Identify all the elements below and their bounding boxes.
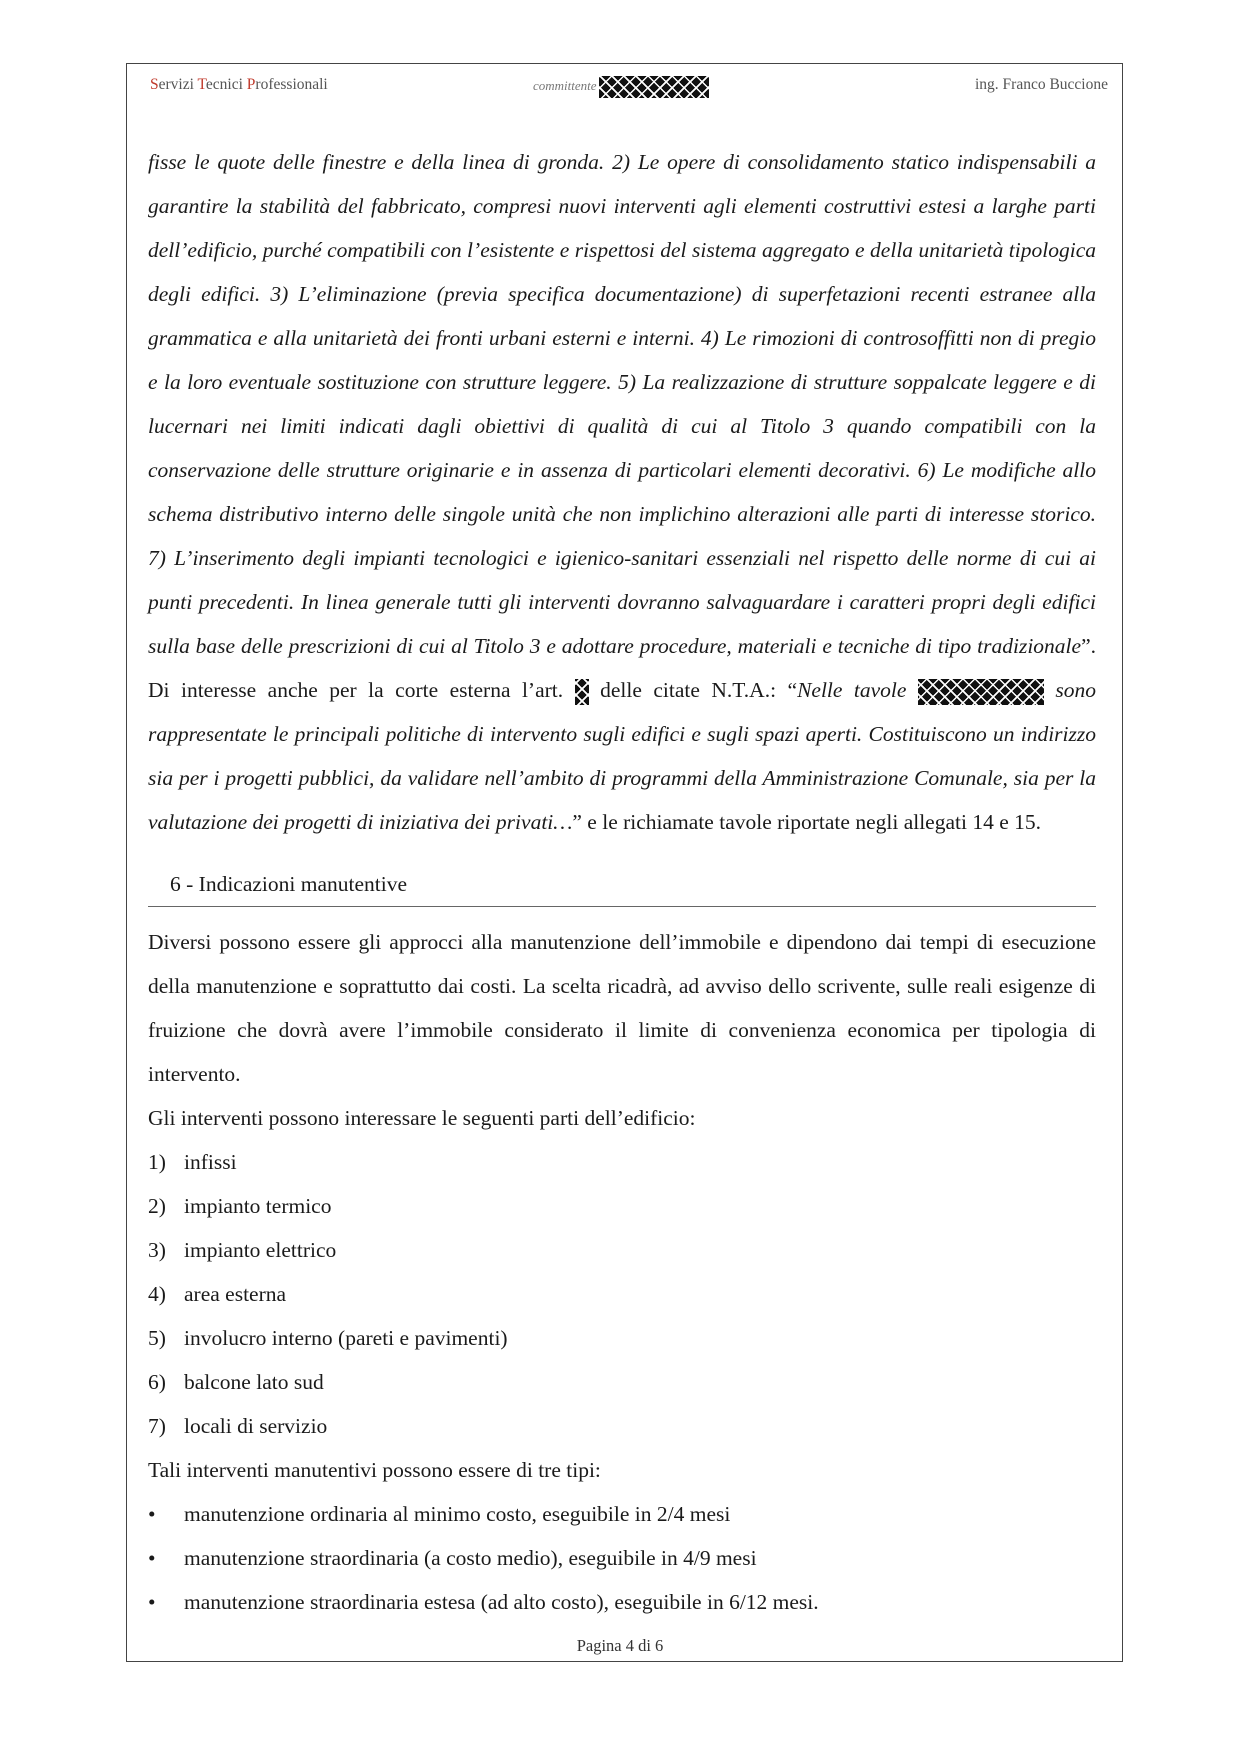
redaction-article [575, 679, 589, 705]
list-item [148, 1492, 1096, 1536]
list-item [148, 1404, 1096, 1448]
header-author: ing. Franco Buccione [974, 76, 1108, 93]
list-text: infissi [184, 1150, 237, 1174]
list-item [148, 1272, 1096, 1316]
header-initial-p: P [246, 76, 256, 93]
bullet-icon: • [148, 1502, 156, 1526]
paragraph-approaches: Diversi possono essere gli approcci alla manutenzione dell’immobile e dipendono dai tempi di esecuzione della manutenzione e soprattutto dai costi. La scelta ricadrà, ad avviso dello scrivente, sulle reali esigenze di fruizione che dovrà avere l’immobile considerato il limite di convenienza economica per tipologia di intervento. [148, 930, 1096, 1086]
list-number: 7) [148, 1414, 166, 1438]
redaction-tables [918, 679, 1044, 705]
page-header [150, 74, 1108, 96]
text-segment-2: delle citate N.T.A.: “ [588, 678, 798, 702]
list-text: impianto termico [184, 1194, 332, 1218]
header-client-label: committente [533, 77, 597, 93]
quote-text-3: sono rappresentate le principali politiche di intervento sugli edifici e sugli spazi aperti. Costituiscono un indirizzo sia per i progetti pubblici, da validare nell’ambito di programmi della Amministrazione Comunale, sia per la valutazione dei progetti di iniziativa dei privati… [148, 678, 1097, 834]
header-initial-s: S [150, 76, 159, 93]
header-company [150, 76, 328, 94]
main-content [148, 140, 1096, 844]
list-text: impianto elettrico [184, 1238, 337, 1262]
text-segment-3: ” e le richiamate tavole riportate negli allegati 14 e 15. [572, 810, 1042, 834]
list-number: 2) [148, 1194, 166, 1218]
list-number: 3) [148, 1238, 166, 1262]
list-item [148, 1184, 1096, 1228]
list-text: manutenzione ordinaria al minimo costo, eseguibile in 2/4 mesi [184, 1502, 731, 1526]
list-number: 1) [148, 1150, 166, 1174]
list-text: manutenzione straordinaria (a costo medio), eseguibile in 4/9 mesi [184, 1546, 757, 1570]
list-item [148, 1228, 1096, 1272]
list-text: manutenzione straordinaria estesa (ad alto costo), eseguibile in 6/12 mesi. [184, 1590, 819, 1614]
list-item [148, 1536, 1096, 1580]
list-number: 4) [148, 1282, 166, 1306]
parts-list [148, 1140, 1096, 1448]
list-item [148, 1580, 1096, 1624]
text-segment-1: ”. Di interesse anche per la corte esterna l’art. [148, 634, 1096, 702]
quote-text-1: fisse le quote delle finestre e della linea di gronda. 2) Le opere di consolidamento statico indispensabili a garantire la stabilità del fabbricato, compresi nuovi interventi agli elementi costruttivi estesi a larghe parti dell’edificio, purché compatibili con l’esistente e rispettosi del sistema aggregato e della unitarietà tipologica degli edifici. 3) L’eliminazione (previa specifica documentazione) di superfetazioni recenti estranee alla grammatica e alla unitarietà dei fronti urbani esterni e interni. 4) Le rimozioni di controsoffitti non di pregio e la loro eventuale sostituzione con strutture leggere. 5) La realizzazione di strutture soppalcate leggere e di lucernari nei limiti indicati dagli obiettivi di qualità di cui al Titolo 3 quando compatibili con la conservazione delle strutture originarie e in assenza di particolari elementi decorativi. 6) Le modifiche allo schema distributivo interno delle singole unità che non implichino alterazioni alle parti di interesse storico. 7) L’inserimento degli impianti tecnologici e igienico-sanitari essenziali nel rispetto delle norme di cui ai punti precedenti. In linea generale tutti gli interventi dovranno salvaguardare i caratteri propri degli edifici sulla base delle prescrizioni di cui al Titolo 3 e adottare procedure, materiali e tecniche di tipo tradizionale [148, 150, 1096, 658]
bullet-icon: • [148, 1590, 156, 1614]
header-word-servizi: ervizi [158, 76, 198, 93]
list-number: 6) [148, 1370, 166, 1394]
list-item [148, 1360, 1096, 1404]
section-body [148, 920, 1096, 1624]
paragraph-types-intro: Tali interventi manutentivi possono essere di tre tipi: [148, 1458, 601, 1482]
section-title: 6 - Indicazioni manutentive [170, 872, 408, 896]
bullet-icon: • [148, 1546, 156, 1570]
types-list [148, 1492, 1096, 1624]
list-text: locali di servizio [184, 1414, 328, 1438]
list-text: involucro interno (pareti e pavimenti) [184, 1326, 508, 1350]
list-number: 5) [148, 1326, 166, 1350]
header-word-professionali: rofessionali [255, 76, 328, 93]
quote-text-2: Nelle tavole [797, 678, 918, 702]
list-item [148, 1140, 1096, 1184]
list-text: area esterna [184, 1282, 287, 1306]
section-heading [148, 872, 1096, 907]
header-client [533, 76, 709, 98]
header-word-tecnici: ecnici [205, 76, 247, 93]
header-initial-t: T [197, 76, 206, 93]
list-item [148, 1316, 1096, 1360]
page-number: Pagina 4 di 6 [576, 1636, 664, 1655]
paragraph-parts-intro: Gli interventi possono interessare le seguenti parti dell’edificio: [148, 1106, 696, 1130]
paragraph-norms [148, 140, 1096, 844]
list-text: balcone lato sud [184, 1370, 324, 1394]
header-redaction [599, 76, 709, 98]
